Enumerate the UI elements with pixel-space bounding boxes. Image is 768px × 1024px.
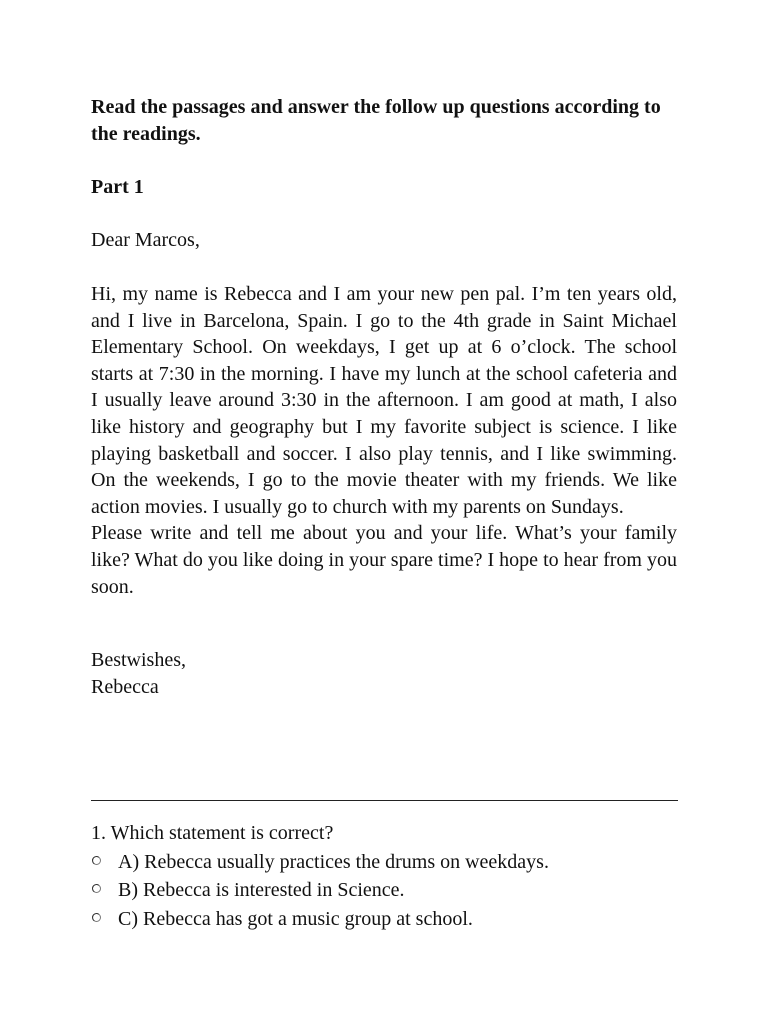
letter-closing [91,647,677,701]
radio-button-icon[interactable] [92,856,101,865]
question-text: 1. Which statement is correct? [91,822,334,844]
letter-salutation: Dear Marcos, [91,229,200,251]
letter-paragraph-2: Please write and tell me about you and your life. What’s your family like? What do you like doing in your spare time? I hope to hear from you soon. [91,522,677,598]
answer-option-b[interactable] [91,876,691,905]
instructions-heading: Read the passages and answer the follow up questions according to the readings. [91,96,661,145]
part-title: Part 1 [91,176,144,198]
letter-body [91,281,677,600]
reading-passage [91,94,677,701]
letter-signature: Rebecca [91,676,159,699]
radio-button-icon[interactable] [92,884,101,893]
answer-option-a[interactable] [91,848,691,877]
answer-option-label: B) Rebecca is interested in Science. [118,879,405,901]
answer-option-c[interactable] [91,905,691,934]
section-divider [91,800,678,801]
answer-option-label: A) Rebecca usually practices the drums on weekdays. [118,850,549,873]
closing-phrase: Bestwishes, [91,649,186,672]
question-block [91,819,691,933]
letter-paragraph-1: Hi, my name is Rebecca and I am your new pen pal. I’m ten years old, and I live in Barcelona, Spain. I go to the 4th grade in Saint Michael Elementary School. On weekdays, I get up at 6 o’clock. The school starts at 7:30 in the morning. I have my lunch at the school cafeteria and I usually leave around 3:30 in the afternoon. I am good at math, I also like history and geography but I my favorite subject is science. I like playing basketball and soccer. I also play tennis, and I like swimming. On the weekends, I go to the movie theater with my friends. We like action movies. I usually go to church with my parents on Sundays. [91,283,677,518]
answer-option-label: C) Rebecca has got a music group at school. [118,907,473,930]
radio-button-icon[interactable] [92,913,101,922]
